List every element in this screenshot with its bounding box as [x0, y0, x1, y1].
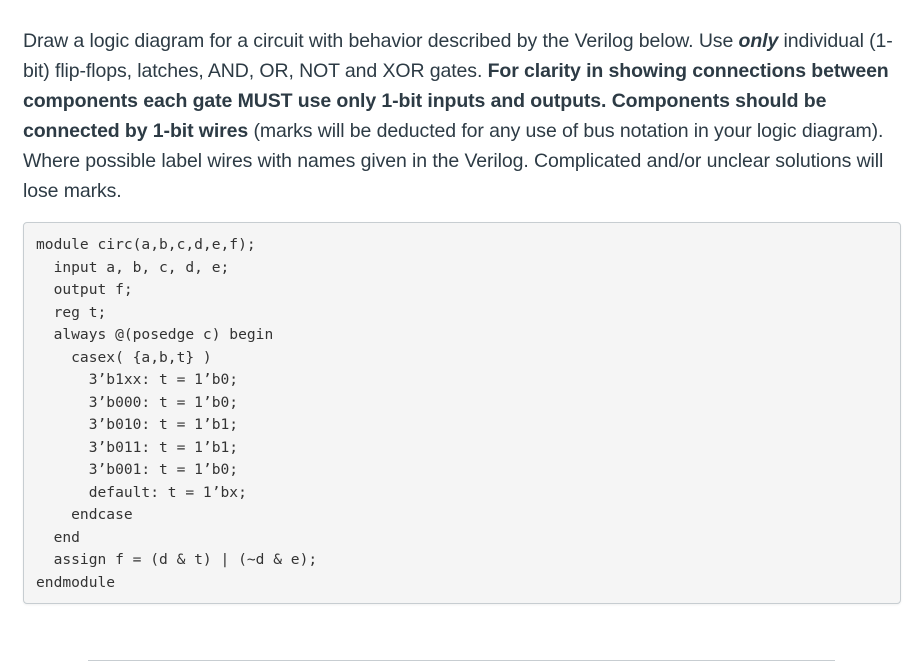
code-line: casex( {a,b,t} ) [36, 348, 212, 366]
code-line: endmodule [36, 573, 116, 591]
code-line: reg t; [36, 303, 107, 321]
code-line: default: t = 1’bx; [36, 483, 247, 501]
code-line: 3’b011: t = 1’b1; [36, 438, 239, 456]
question-text-components: individual (1-bit) flip-flops, latches, AND, OR, NOT and XOR gates. [23, 30, 893, 82]
code-line: 3’b001: t = 1’b0; [36, 461, 239, 478]
code-line: always @(posedge c) begin [36, 326, 274, 343]
code-line: 3’b010: t = 1’b1; [36, 416, 239, 433]
code-line: 3’b000: t = 1’b0; [36, 393, 239, 411]
question-text [23, 26, 908, 206]
question-bold-requirement: For clarity in showing connections between components each gate MUST use only 1-bit inputs and outputs. Components should be connected by 1-bit wires [23, 60, 889, 142]
section-divider [88, 660, 835, 661]
code-line: end [36, 528, 80, 546]
question-paragraph [23, 26, 908, 206]
verilog-code [36, 234, 317, 594]
code-line: module circ(a,b,c,d,e,f); [36, 236, 256, 253]
question-text-intro: Draw a logic diagram for a circuit with behavior described by the Verilog below. Use [23, 30, 739, 52]
code-line: assign f = (d & t) | (~d & e); [36, 551, 318, 568]
code-line: input a, b, c, d, e; [36, 258, 230, 276]
code-line: endcase [36, 506, 133, 523]
question-emphasis-only: only [738, 30, 779, 52]
code-line: output f; [36, 281, 133, 298]
verilog-code-block [23, 222, 901, 604]
question-text-marking: (marks will be deducted for any use of bus notation in your logic diagram). Where possible label wires with names given in the Verilog. Complicated and/or unclear solutions will lose marks. [23, 120, 884, 202]
code-line: 3’b1xx: t = 1’b0; [36, 371, 239, 388]
